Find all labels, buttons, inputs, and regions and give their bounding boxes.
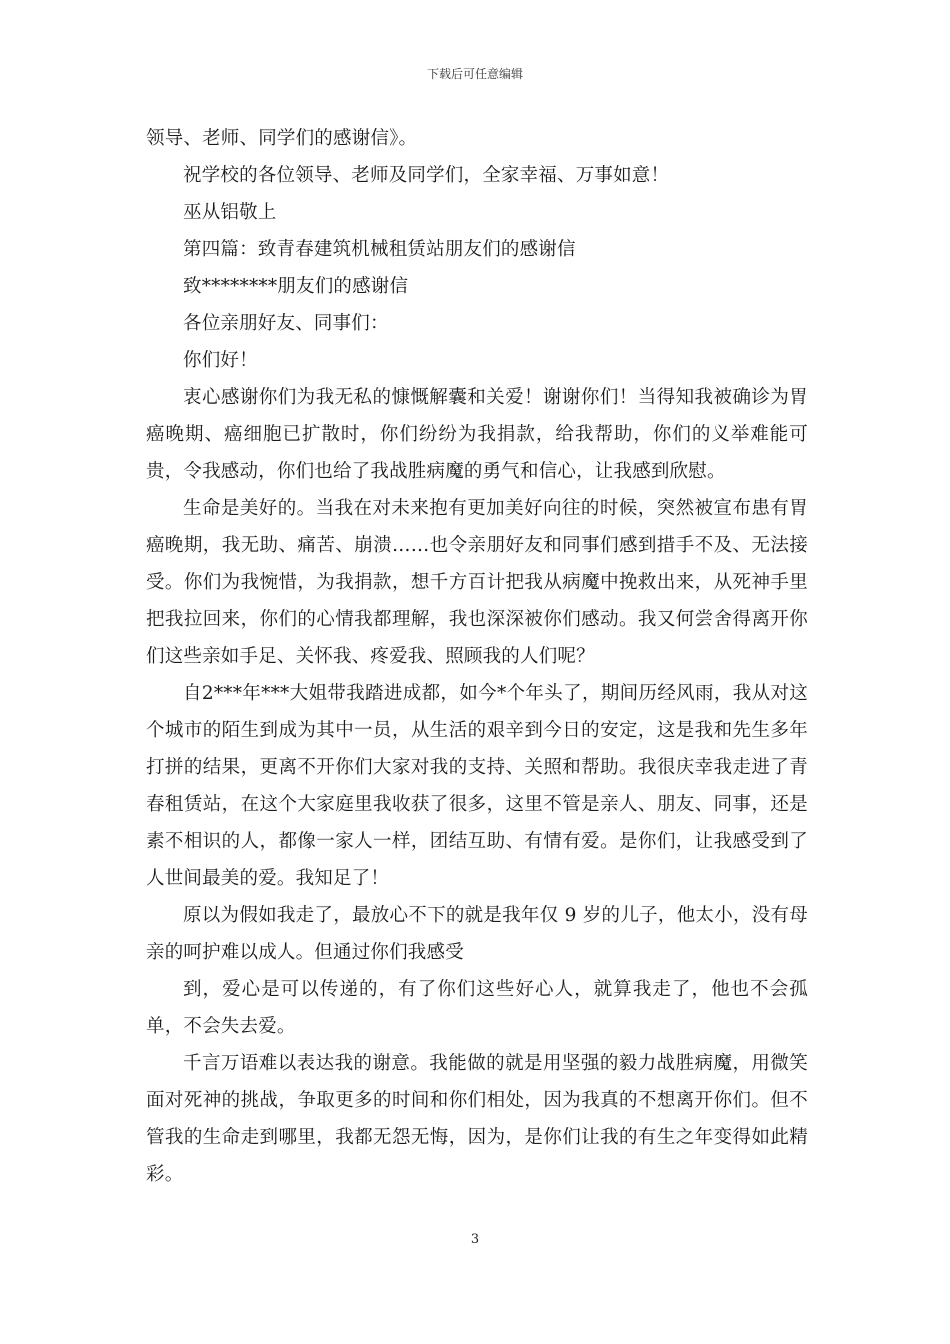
paragraph: 致********朋友们的感谢信 xyxy=(183,276,409,297)
page-header: 下载后可任意编辑 xyxy=(426,67,523,81)
page-number: 3 xyxy=(470,1232,480,1247)
paragraph: 巫从铝敬上 xyxy=(183,202,277,223)
paragraph: 各位亲朋好友、同事们： xyxy=(183,313,389,334)
document-body xyxy=(146,120,808,1193)
paragraph: 衷心感谢你们为我无私的慷慨解囊和关爱！谢谢你们！当得知我被确诊为胃癌晚期、癌细胞已扩散时，你们纷纷为我捐款，给我帮助，你们的义举难能可贵，令我感动，你们也给了我战胜病魔的勇气和信心，让我感到欣慰。 xyxy=(146,387,808,482)
paragraph: 生命是美好的。当我在对未来抱有更加美好向往的时候，突然被宣布患有胃癌晚期，我无助、痛苦、崩溃……也令亲朋好友和同事们感到措手不及、无法接受。你们为我惋惜，为我捐款，想千方百计把我从病魔中挽救出来，从死神手里把我拉回来，你们的心情我都理解，我也深深被你们感动。我又何尝舍得离开你们这些亲如手足、关怀我、疼爱我、照顾我的人们呢？ xyxy=(146,498,808,667)
paragraph: 原以为假如我走了，最放心不下的就是我年仅 9 岁的儿子，他太小，没有母亲的呵护难以成人。但通过你们我感受 xyxy=(146,905,808,963)
paragraph: 千言万语难以表达我的谢意。我能做的就是用坚强的毅力战胜病魔，用微笑面对死神的挑战，争取更多的时间和你们相处，因为我真的不想离开你们。但不管我的生命走到哪里，我都无怨无悔，因为，是你们让我的有生之年变得如此精彩。 xyxy=(146,1053,808,1185)
paragraph: 第四篇：致青春建筑机械租赁站朋友们的感谢信 xyxy=(183,239,576,260)
paragraph: 领导、老师、同学们的感谢信》。 xyxy=(146,128,418,149)
paragraph: 祝学校的各位领导、老师及同学们，全家幸福、万事如意！ xyxy=(183,165,670,186)
paragraph: 你们好！ xyxy=(183,350,258,371)
paragraph: 自2***年***大姐带我踏进成都，如今*个年头了，期间历经风雨，我从对这个城市的陌生到成为其中一员，从生活的艰辛到今日的安定，这是我和先生多年打拼的结果，更离不开你们大家对我的支持、关照和帮助。我很庆幸我走进了青春租赁站，在这个大家庭里我收获了很多，这里不管是亲人、朋友、同事，还是素不相识的人，都像一家人一样，团结互助、有情有爱。是你们，让我感受到了人世间最美的爱。我知足了！ xyxy=(146,683,808,889)
paragraph: 到，爱心是可以传递的，有了你们这些好心人，就算我走了，他也不会孤单，不会失去爱。 xyxy=(146,979,808,1037)
